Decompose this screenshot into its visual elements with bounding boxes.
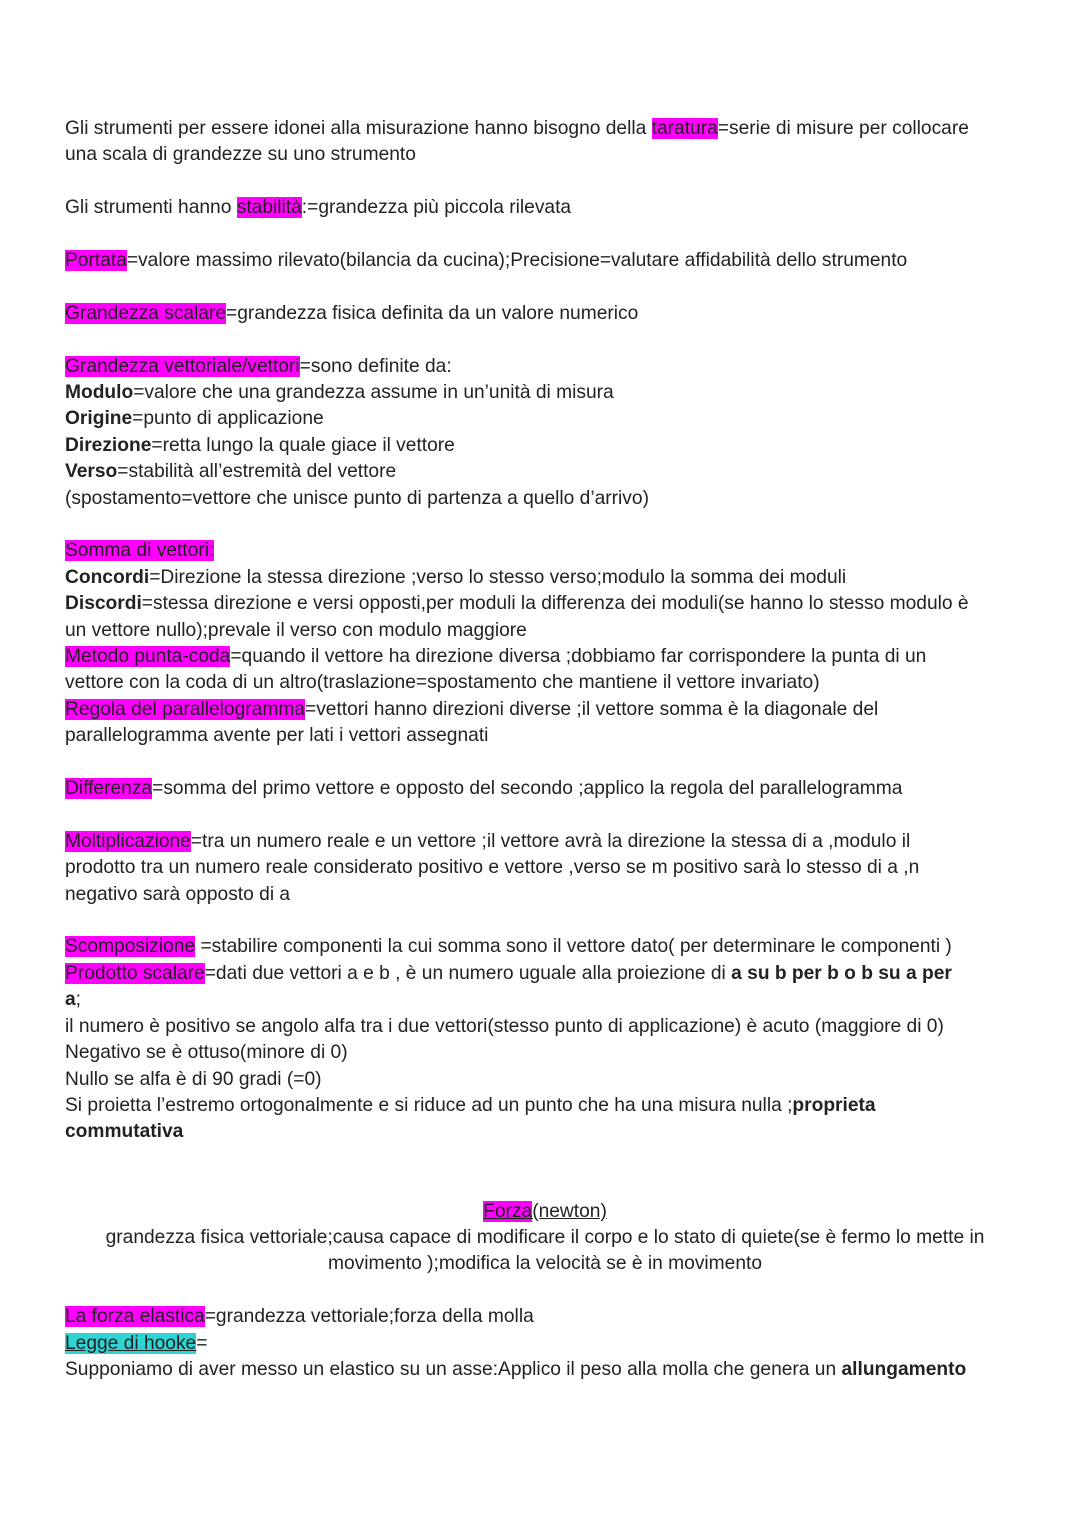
para-allungamento: Supponiamo di aver messo un elastico su un asse:Applico il peso alla molla che genera un allungamento	[65, 1358, 967, 1380]
para-direzione: Direzione=retta lungo la quale giace il vettore	[65, 434, 455, 456]
para-prodotto-scalare: Prodotto scalare=dati due vettori a e b , è un numero uguale alla proiezione di a su b per b o b su a per	[65, 962, 952, 984]
para-proietta: Si proietta l’estremo ortogonalmente e si riduce ad un punto che ha una misura nulla ;proprieta	[65, 1094, 876, 1116]
highlight-taratura: taratura	[651, 118, 718, 139]
para-prodotto-scalare-cont: a;	[65, 989, 82, 1011]
para-taratura-cont: una scala di grandezze su uno strumento	[65, 144, 416, 166]
para-somma-vettori	[65, 538, 1025, 564]
para-differenza: Differenza=somma del primo vettore e opposto del secondo ;applico la regola del parallelogramma	[65, 778, 903, 800]
section-title-forza: Forza(newton)	[483, 1200, 607, 1222]
para-punta-coda-cont: vettore con la coda di un altro(traslazione=spostamento che mantiene il vettore invariato)	[65, 672, 820, 694]
para-grandezza-vettoriale: Grandezza vettoriale/vettori=sono definite da:	[65, 355, 452, 377]
para-verso: Verso=stabilità all’estremità del vettore	[65, 461, 397, 483]
para-legge-hooke: Legge di hooke=	[65, 1332, 208, 1354]
para-punta-coda: Metodo punta-coda=quando il vettore ha direzione diversa ;dobbiamo far corrispondere la punta di un	[65, 646, 927, 668]
para-moltiplicazione: Moltiplicazione=tra un numero reale e un vettore ;il vettore avrà la direzione la stessa di a ,modulo il	[65, 830, 911, 852]
para-moltiplicazione-cont1: prodotto tra un numero reale considerato positivo e vettore ,verso se m positivo sarà lo stesso di a ,n	[65, 857, 920, 879]
highlight-scomposizione: Scomposizione	[65, 936, 196, 958]
para-negativo: Negativo se è ottuso(minore di 0)	[65, 1042, 348, 1064]
para-forza-def: grandezza fisica vettoriale;causa capace di modificare il corpo e lo stato di quiete(se è fermo lo mette in	[105, 1226, 985, 1248]
para-nullo: Nullo se alfa è di 90 gradi (=0)	[65, 1068, 322, 1090]
para-taratura: Gli strumenti per essere idonei alla misurazione hanno bisogno della taratura=serie di misure per collocare	[65, 118, 969, 139]
para-forza-elastica: La forza elastica=grandezza vettoriale;forza della molla	[65, 1306, 534, 1328]
highlight-stabilita: stabilità	[236, 197, 302, 219]
highlight-punta-coda: Metodo punta-coda	[65, 646, 231, 668]
para-spostamento: (spostamento=vettore che unisce punto di partenza a quello d’arrivo)	[65, 487, 649, 509]
para-origine: Origine=punto di applicazione	[65, 408, 324, 430]
highlight-forza: Forza	[483, 1200, 533, 1222]
highlight-moltiplicazione: Moltiplicazione	[65, 830, 191, 852]
para-commutativa: commutativa	[65, 1121, 184, 1143]
highlight-legge-hooke: Legge di hooke	[65, 1332, 197, 1354]
para-concordi: Concordi=Direzione la stessa direzione ;verso lo stesso verso;modulo la somma dei moduli	[65, 566, 847, 588]
highlight-portata: Portata	[65, 250, 127, 271]
highlight-differenza: Differenza	[65, 778, 153, 800]
para-portata: Portata=valore massimo rilevato(bilancia da cucina);Precisione=valutare affidabilità dello strumento	[65, 250, 908, 271]
para-parallelogramma: Regola del parallelogramma=vettori hanno direzioni diverse ;il vettore somma è la diagonale del	[65, 698, 879, 720]
highlight-grandezza-scalare: Grandezza scalare	[65, 302, 227, 324]
para-moltiplicazione-cont2: negativo sarà opposto di a	[65, 883, 291, 905]
highlight-somma-vettori: Somma di vettori:	[65, 540, 215, 562]
para-discordi: Discordi=stessa direzione e versi opposti,per moduli la differenza dei moduli(se hanno lo stesso modulo è	[65, 593, 969, 615]
para-grandezza-scalare: Grandezza scalare=grandezza fisica definita da un valore numerico	[65, 302, 639, 324]
para-modulo: Modulo=valore che una grandezza assume in un’unità di misura	[65, 382, 614, 403]
highlight-grandezza-vettoriale: Grandezza vettoriale/vettori	[65, 355, 300, 377]
para-forza-def-cont: movimento );modifica la velocità se è in movimento	[327, 1253, 763, 1275]
para-numero-positivo: il numero è positivo se angolo alfa tra i due vettori(stesso punto di applicazione) è acuto (maggiore di 0)	[65, 1015, 944, 1037]
para-stabilita: Gli strumenti hanno stabilità:=grandezza più piccola rilevata	[65, 197, 572, 219]
highlight-prodotto-scalare: Prodotto scalare	[65, 962, 205, 984]
notes-body	[65, 116, 1025, 1383]
highlight-forza-elastica: La forza elastica	[65, 1306, 205, 1328]
para-scomposizione: Scomposizione =stabilire componenti la cui somma sono il vettore dato( per determinare le componenti )	[65, 936, 952, 958]
highlight-parallelogramma: Regola del parallelogramma	[65, 698, 305, 720]
para-discordi-cont: un vettore nullo);prevale il verso con modulo maggiore	[65, 619, 527, 641]
para-parallelogramma-cont: parallelogramma avente per lati i vettori assegnati	[65, 725, 489, 747]
